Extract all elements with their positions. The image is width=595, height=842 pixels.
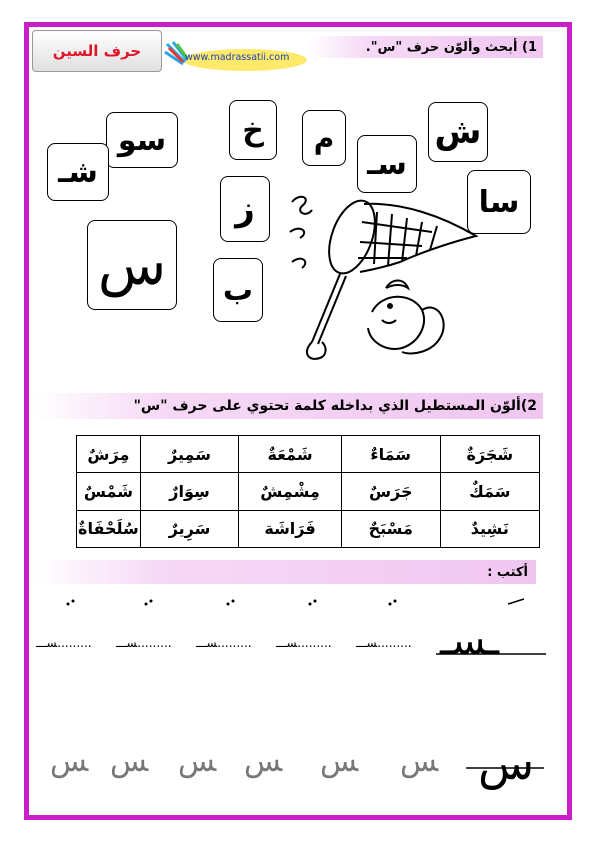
dotted-letter-medial: ﺴـــ......... [276,636,332,650]
dotted-letter-isolated: ﺲ [110,744,149,779]
word-cell[interactable]: سَمِيرٌ [140,436,238,473]
dot-marks-row [60,596,540,612]
word-cell[interactable]: فَرَاشَة [239,510,342,547]
instruction-3: أكتب : [34,560,536,584]
letter-tile[interactable]: م [302,110,346,166]
word-cell[interactable]: شَمْعَةٌ [239,436,342,473]
letter-tile[interactable]: ز [220,176,270,242]
dotted-letter-isolated: ﺲ [244,744,283,779]
word-cell[interactable]: نَشِيدٌ [440,510,539,547]
model-letter-isolated: س [478,736,535,790]
instruction-2: 2)ألوّن المستطيل الذي بداخله كلمة تحتوي على حرف "س" [34,393,543,419]
letter-tile[interactable]: سـ [357,135,417,193]
title-button[interactable]: حرف السين [32,30,162,72]
letter-tile[interactable]: س [87,220,177,310]
word-cell[interactable]: مَسْبَحٌ [341,510,440,547]
word-cell[interactable]: سِوَارٌ [140,473,238,510]
dotted-letter-medial: ﺴـــ......... [36,636,92,650]
letter-tile[interactable]: ب [213,258,263,322]
word-cell[interactable]: مِرَشٌ [77,436,141,473]
dotted-letter-isolated: ﺲ [400,744,439,779]
word-cell[interactable]: سُلَحْفَاةٌ [77,510,141,547]
dotted-letter-medial: ﺴـــ......... [356,636,412,650]
baseline [466,766,544,770]
butterfly-net-illustration [282,192,482,372]
dotted-letter-isolated: ﺲ [320,744,359,779]
words-table [76,435,540,548]
model-letter-medial: ـسـ [440,618,500,664]
letter-tile[interactable]: سا [467,170,531,234]
dotted-letter-isolated: ﺲ [50,744,89,779]
dotted-letter-medial: ﺴـــ......... [116,636,172,650]
letter-tile[interactable]: سو [106,112,178,168]
table-row [77,510,540,547]
letter-tile[interactable]: ش [428,102,488,162]
logo-text: www.madrassatii.com [185,52,290,63]
table-row [77,436,540,473]
word-cell[interactable]: مِشْمِشٌ [239,473,342,510]
dotted-letter-medial: ﺴـــ......... [196,636,252,650]
baseline [436,652,546,656]
letter-tile[interactable]: خ [229,100,277,160]
dotted-letter-isolated: ﺲ [178,744,217,779]
word-cell[interactable]: سَمَكٌ [440,473,539,510]
word-cell[interactable]: سَمَاءٌ [341,436,440,473]
word-cell[interactable]: جَرَسٌ [341,473,440,510]
site-logo [163,40,309,74]
letter-tile[interactable]: شـ [47,143,109,201]
word-cell[interactable]: شَمْسٌ [77,473,141,510]
instruction-1: 1) أبحث وألوّن حرف "س". [308,36,543,58]
word-cell[interactable]: سَرِيرٌ [140,510,238,547]
table-row [77,473,540,510]
word-cell[interactable]: شَجَرَةٌ [440,436,539,473]
